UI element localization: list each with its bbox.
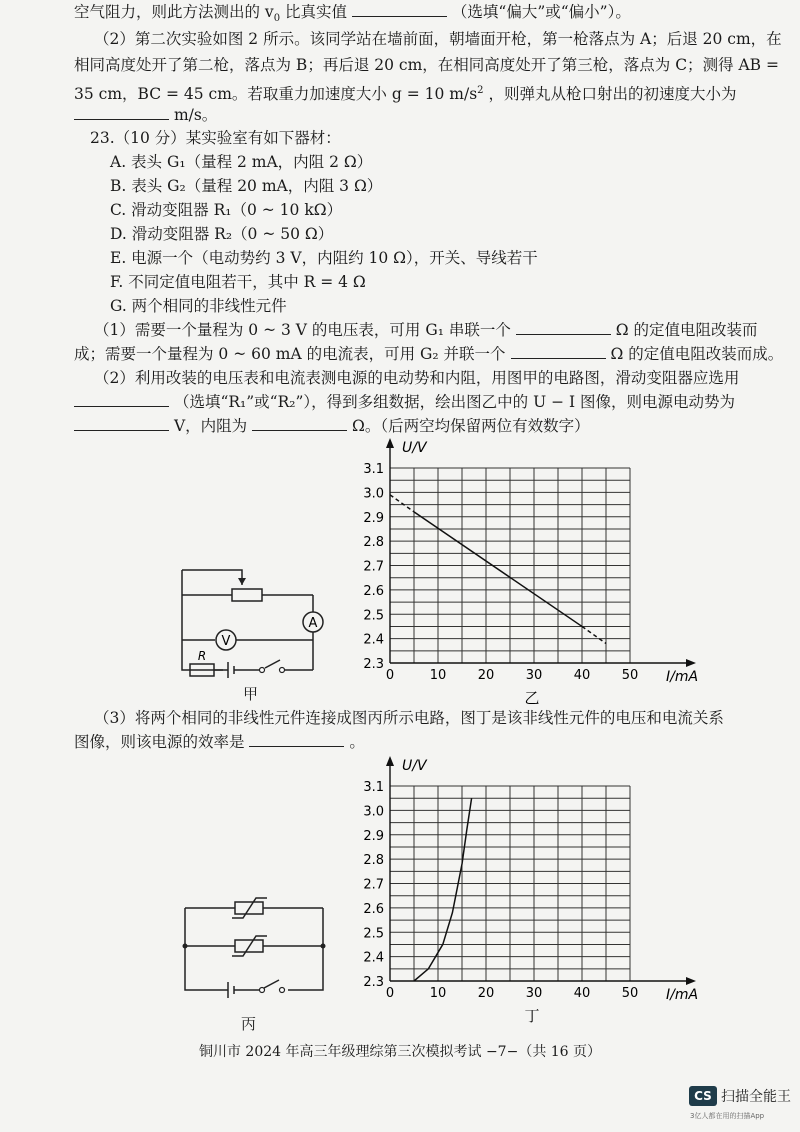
- part2-line2: [74, 392, 735, 412]
- y-tick-label: 2.9: [363, 828, 384, 844]
- x-tick-label: 20: [477, 986, 495, 1001]
- figure-label: 丁: [524, 1007, 540, 1025]
- part1-line2: [74, 344, 783, 364]
- y-tick-label: 2.6: [363, 901, 384, 917]
- circuit-jia: [170, 560, 330, 680]
- part3-line2: [74, 732, 365, 752]
- line1-mid: 比真实值: [285, 3, 348, 21]
- part2-text-c: V，内阻为: [173, 417, 248, 435]
- x-tick-label: 0: [385, 668, 395, 683]
- y-axis-arrow-icon: [386, 756, 394, 766]
- text-line-2: （2）第二次实验如图 2 所示。该同学站在墙前面，朝墙面开枪，第一枪落点为 A；后退 20 cm，在: [94, 30, 782, 48]
- text-line-1: 空气阻力，则此方法测出的 $v_0$ 比真实值 （选填“偏大”或“偏小”）。: [74, 3, 631, 25]
- part3-text-c: 。: [349, 733, 365, 751]
- x-axis-arrow-icon: [686, 977, 696, 985]
- text-line-4: 35 cm，BC = 45 cm。若取重力加速度大小 g = 10 $m/s^2$ ，则弹丸从枪口射出的初速度大小为: [74, 85, 737, 104]
- line5-unit: m/s。: [173, 106, 218, 124]
- y-tick-label: 3.0: [363, 804, 384, 820]
- answer-blank-3[interactable]: [516, 320, 611, 335]
- answer-blank-4[interactable]: [511, 344, 606, 359]
- text-line-5: [74, 105, 217, 125]
- answer-blank-2[interactable]: [74, 105, 169, 120]
- part2-line1: （2）利用改装的电压表和电流表测电源的电动势和内阻，用图甲的电路图，滑动变阻器应选用: [94, 369, 740, 387]
- question-23-title: 23.（10 分）某实验室有如下器材：: [90, 129, 341, 147]
- text-line-3: 相同高度处开了第二枪，落点为 B；再后退 20 cm，在相同高度处开了第三枪，落点为 C；测得 AB =: [74, 56, 779, 74]
- x-axis-arrow-icon: [686, 659, 696, 667]
- line4-end: ，则弹丸从枪口射出的初速度大小为: [488, 85, 737, 104]
- y-tick-label: 3.0: [363, 486, 384, 502]
- answer-blank-1[interactable]: [352, 2, 447, 17]
- x-tick-label: 10: [429, 668, 447, 683]
- y-axis-arrow-icon: [386, 438, 394, 448]
- answer-blank-5[interactable]: [74, 392, 169, 407]
- figure-label-bing: 丙: [241, 1015, 257, 1033]
- x-tick-label: 10: [429, 986, 447, 1001]
- switch-blade-2: [264, 980, 279, 988]
- x-axis-label: I/mA: [666, 669, 699, 685]
- answer-blank-7[interactable]: [252, 416, 347, 431]
- resistor-r-label: R: [197, 649, 207, 663]
- y-tick-label: 2.7: [363, 877, 384, 893]
- figure-label: 乙: [524, 689, 540, 707]
- chart-yi: [355, 438, 715, 707]
- y-tick-label: 3.1: [363, 462, 384, 477]
- item-d: D. 滑动变阻器 R₂（0 ~ 50 Ω）: [110, 225, 334, 243]
- item-e: E. 电源一个（电动势约 3 V，内阻约 10 Ω），开关、导线若干: [110, 249, 538, 267]
- y-tick-label: 2.7: [363, 559, 384, 575]
- y-tick-label: 2.4: [363, 950, 384, 966]
- answer-blank-6[interactable]: [74, 416, 169, 431]
- y-tick-label: 2.5: [363, 608, 384, 624]
- item-c: C. 滑动变阻器 R₁（0 ~ 10 kΩ）: [110, 201, 343, 219]
- y-axis-label: U/V: [402, 758, 427, 774]
- circuit-bing: [175, 890, 335, 1000]
- series-line-dashed-extension: [390, 495, 414, 512]
- voltmeter-label: V: [221, 634, 231, 649]
- figure-label-jia: 甲: [243, 685, 259, 703]
- line4-start: 35 cm，BC = 45 cm。若取重力加速度大小 g = 10 m/s: [74, 85, 478, 104]
- part2-line3: [74, 416, 590, 436]
- part1-text-d: Ω 的定值电阻改装而成。: [610, 345, 784, 363]
- y-tick-label: 2.4: [363, 632, 384, 648]
- x-tick-label: 50: [621, 668, 639, 683]
- chart-ding: [355, 756, 715, 1025]
- part1-text-a: （1）需要一个量程为 0 ~ 3 V 的电压表，可用 G₁ 串联一个: [94, 321, 511, 339]
- line1-start: 空气阻力，则此方法测出的 v: [74, 3, 274, 21]
- y-tick-label: 2.3: [363, 657, 384, 672]
- y-axis-label: U/V: [402, 440, 427, 456]
- item-a: A. 表头 G₁（量程 2 mA，内阻 2 Ω）: [110, 153, 373, 171]
- y-tick-label: 2.8: [363, 853, 384, 869]
- camscanner-logo-icon: CS: [689, 1086, 717, 1106]
- part1-text-c: 成；需要一个量程为 0 ~ 60 mA 的电流表，可用 G₂ 并联一个: [74, 345, 506, 363]
- y-tick-label: 2.5: [363, 926, 384, 942]
- x-tick-label: 20: [477, 668, 495, 683]
- item-b: B. 表头 G₂（量程 20 mA，内阻 3 Ω）: [110, 177, 383, 195]
- series-line-dashed-extension: [582, 626, 606, 643]
- camscanner-name: 扫描全能王: [721, 1089, 791, 1105]
- y-tick-label: 2.6: [363, 583, 384, 599]
- part1-text-b: Ω 的定值电阻改装而: [615, 321, 758, 339]
- series-line-curve: [414, 798, 472, 981]
- ammeter-label: A: [308, 616, 318, 631]
- line1-end: （选填“偏大”或“偏小”）。: [451, 3, 631, 21]
- x-tick-label: 30: [525, 668, 543, 683]
- x-tick-label: 40: [573, 986, 591, 1001]
- part2-text-d: Ω。（后两空均保留两位有效数字）: [352, 417, 590, 435]
- page-footer: 铜川市 2024 年高三年级理综第三次模拟考试 −7−（共 16 页）: [198, 1044, 602, 1060]
- x-tick-label: 0: [385, 986, 395, 1001]
- part3-text-b: 图像，则该电源的效率是: [74, 733, 245, 751]
- x-tick-label: 40: [573, 668, 591, 683]
- part1-line1: [94, 320, 758, 340]
- camscanner-tagline: 3亿人都在用的扫描App: [690, 1112, 765, 1120]
- x-tick-label: 50: [621, 986, 639, 1001]
- switch-blade: [265, 660, 280, 668]
- answer-blank-8[interactable]: [249, 732, 344, 747]
- part3-line1: （3）将两个相同的非线性元件连接成图丙所示电路，图丁是该非线性元件的电压和电流关系: [94, 709, 724, 727]
- item-g: G. 两个相同的非线性元件: [110, 297, 287, 315]
- item-f: F. 不同定值电阻若干，其中 R = 4 Ω: [110, 273, 366, 291]
- x-axis-label: I/mA: [666, 987, 699, 1003]
- part2-text-b: （选填“R₁”或“R₂”），得到多组数据，绘出图乙中的 U − I 图像，则电源电动势为: [173, 393, 736, 411]
- x-tick-label: 30: [525, 986, 543, 1001]
- y-tick-label: 2.3: [363, 975, 384, 990]
- y-tick-label: 3.1: [363, 780, 384, 795]
- y-tick-label: 2.9: [363, 510, 384, 526]
- y-tick-label: 2.8: [363, 535, 384, 551]
